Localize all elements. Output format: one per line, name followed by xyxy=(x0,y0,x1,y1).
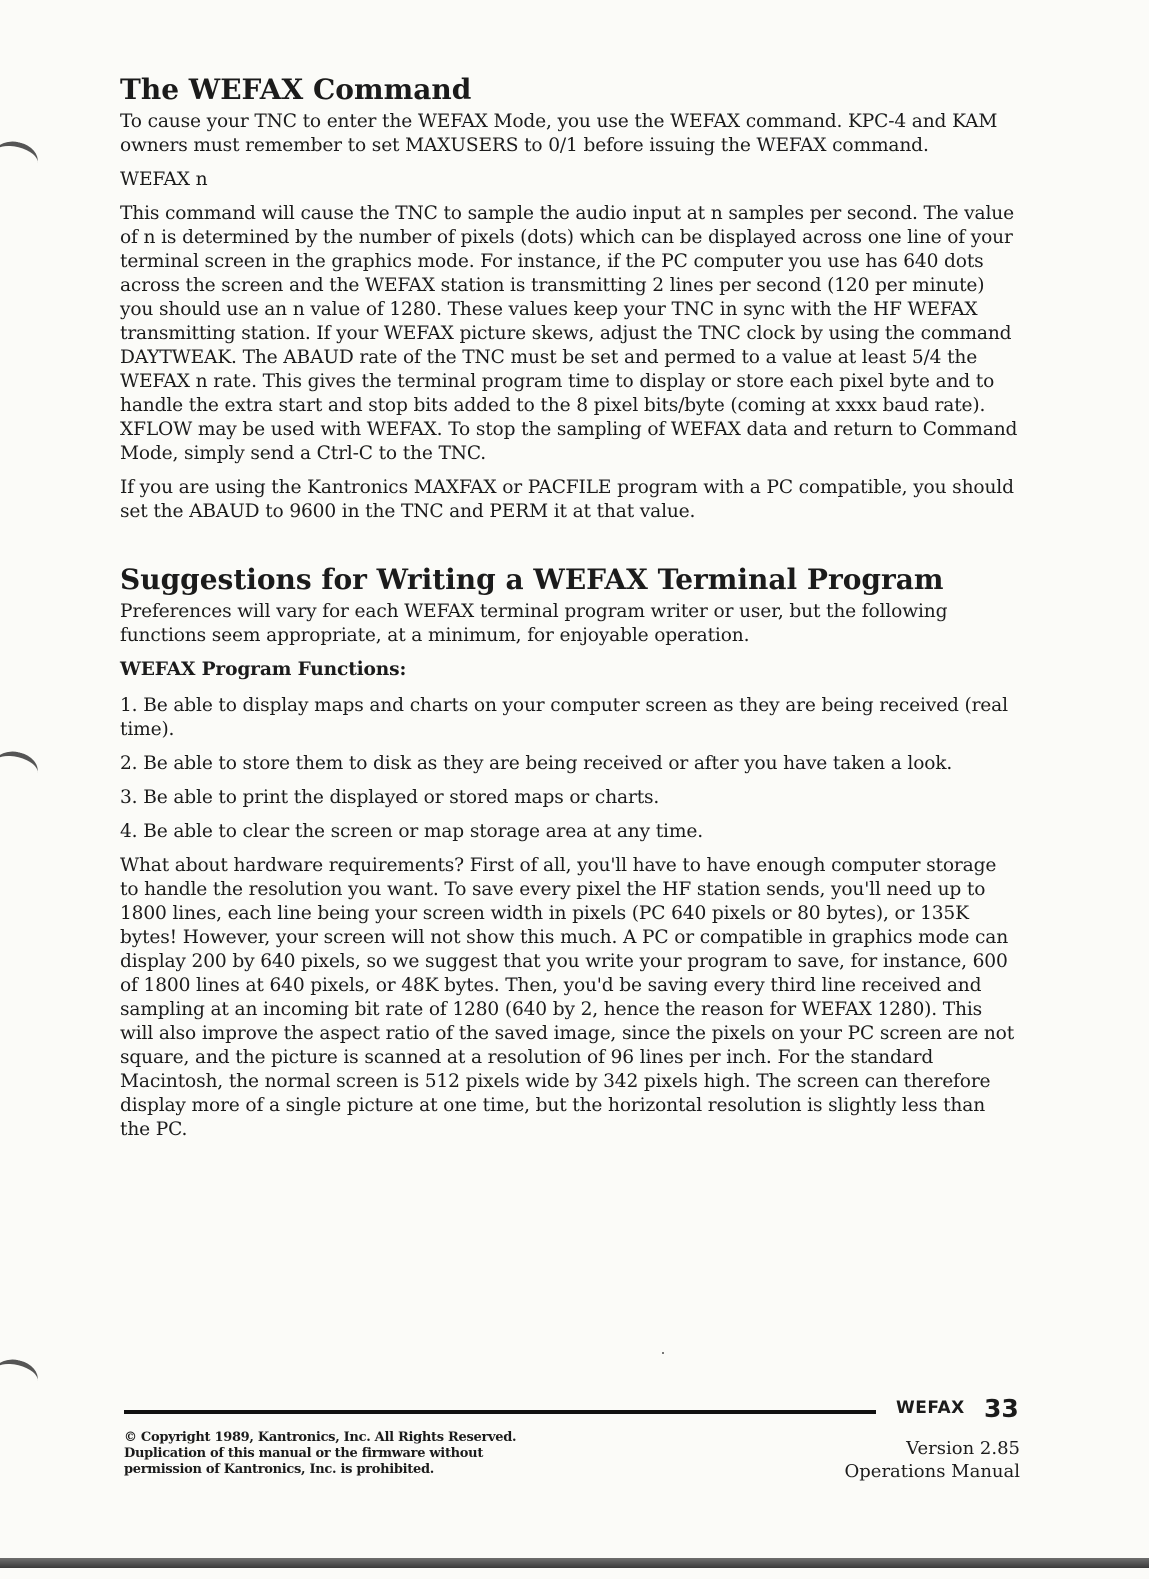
list-item: 3. Be able to print the displayed or stored maps or charts. xyxy=(120,787,660,808)
version-number: Version 2.85 xyxy=(906,1438,1020,1459)
page-number: 33 xyxy=(984,1394,1019,1423)
binder-hole-icon xyxy=(0,1355,41,1396)
copyright-line: permission of Kantronics, Inc. is prohibited. xyxy=(124,1462,434,1477)
paragraph: To cause your TNC to enter the WEFAX Mode, you use the WEFAX command. KPC-4 and KAM owners must remember to set MAXUSERS to 0/1 before issuing the WEFAX command. xyxy=(120,111,998,156)
list-item: 4. Be able to clear the screen or map storage area at any time. xyxy=(120,821,703,842)
scan-bottom-edge xyxy=(0,1558,1149,1568)
version-info xyxy=(845,1437,1020,1483)
page-content xyxy=(120,72,1020,1152)
copyright-notice xyxy=(124,1430,584,1478)
section-heading-suggestions: Suggestions for Writing a WEFAX Terminal Program xyxy=(120,563,944,596)
manual-name: Operations Manual xyxy=(844,1461,1020,1482)
subheading-program-functions: WEFAX Program Functions: xyxy=(120,659,407,680)
copyright-line: Duplication of this manual or the firmware without xyxy=(124,1446,484,1461)
paragraph: Preferences will vary for each WEFAX terminal program writer or user, but the following functions seem appropriate, at a minimum, for enjoyable operation. xyxy=(120,601,948,646)
footer-section-label: WEFAX xyxy=(896,1398,965,1418)
paragraph: This command will cause the TNC to sample the audio input at n samples per second. The value of n is determined by the number of pixels (dots) which can be displayed across one line of your terminal screen in the graphics mode. For instance, if the PC computer you use has 640 dots across the screen and the WEFAX station is transmitting 2 lines per second (120 per minute) you should use an n value of 1280. These values keep your TNC in sync with the HF WEFAX transmitting station. If your WEFAX picture skews, adjust the TNC clock by using the command DAYTWEAK. The ABAUD rate of the TNC must be set and permed to a value at least 5/4 the WEFAX n rate. This gives the terminal program time to display or store each pixel byte and to handle the extra start and stop bits added to the 8 pixel bits/byte (coming at xxxx baud rate). XFLOW may be used with WEFAX. To stop the sampling of WEFAX data and return to Command Mode, simply send a Ctrl-C to the TNC. xyxy=(120,203,1018,464)
section-heading-wefax-command: The WEFAX Command xyxy=(120,73,472,106)
command-syntax: WEFAX n xyxy=(120,169,208,190)
page-footer xyxy=(124,1394,1020,1500)
footer-rule xyxy=(124,1410,876,1414)
binder-hole-icon xyxy=(0,137,41,178)
scan-speck xyxy=(662,1352,664,1354)
copyright-line: © Copyright 1989, Kantronics, Inc. All Rights Reserved. xyxy=(124,1430,517,1445)
paragraph: If you are using the Kantronics MAXFAX or PACFILE program with a PC compatible, you should set the ABAUD to 9600 in the TNC and PERM it at that value. xyxy=(120,477,1014,522)
paragraph: What about hardware requirements? First of all, you'll have to have enough computer storage to handle the resolution you want. To save every pixel the HF station sends, you'll need up to 1800 lines, each line being your screen width in pixels (PC 640 pixels or 80 bytes), or 135K bytes! However, your screen will not show this much. A PC or compatible in graphics mode can display 200 by 640 pixels, so we suggest that you write your program to save, for instance, 600 of 1800 lines at 640 pixels, or 48K bytes. Then, you'd be saving every third line received and sampling at an incoming bit rate of 1280 (640 by 2, hence the reason for WEFAX 1280). This will also improve the aspect ratio of the saved image, since the pixels on your PC screen are not square, and the picture is scanned at a resolution of 96 lines per inch. For the standard Macintosh, the normal screen is 512 pixels wide by 342 pixels high. The screen can therefore display more of a single picture at one time, but the horizontal resolution is slightly less than the PC. xyxy=(120,855,1015,1140)
list-item: 2. Be able to store them to disk as they are being received or after you have taken a look. xyxy=(120,753,953,774)
binder-hole-icon xyxy=(0,747,41,788)
list-item: 1. Be able to display maps and charts on your computer screen as they are being received (real time). xyxy=(120,695,1008,740)
